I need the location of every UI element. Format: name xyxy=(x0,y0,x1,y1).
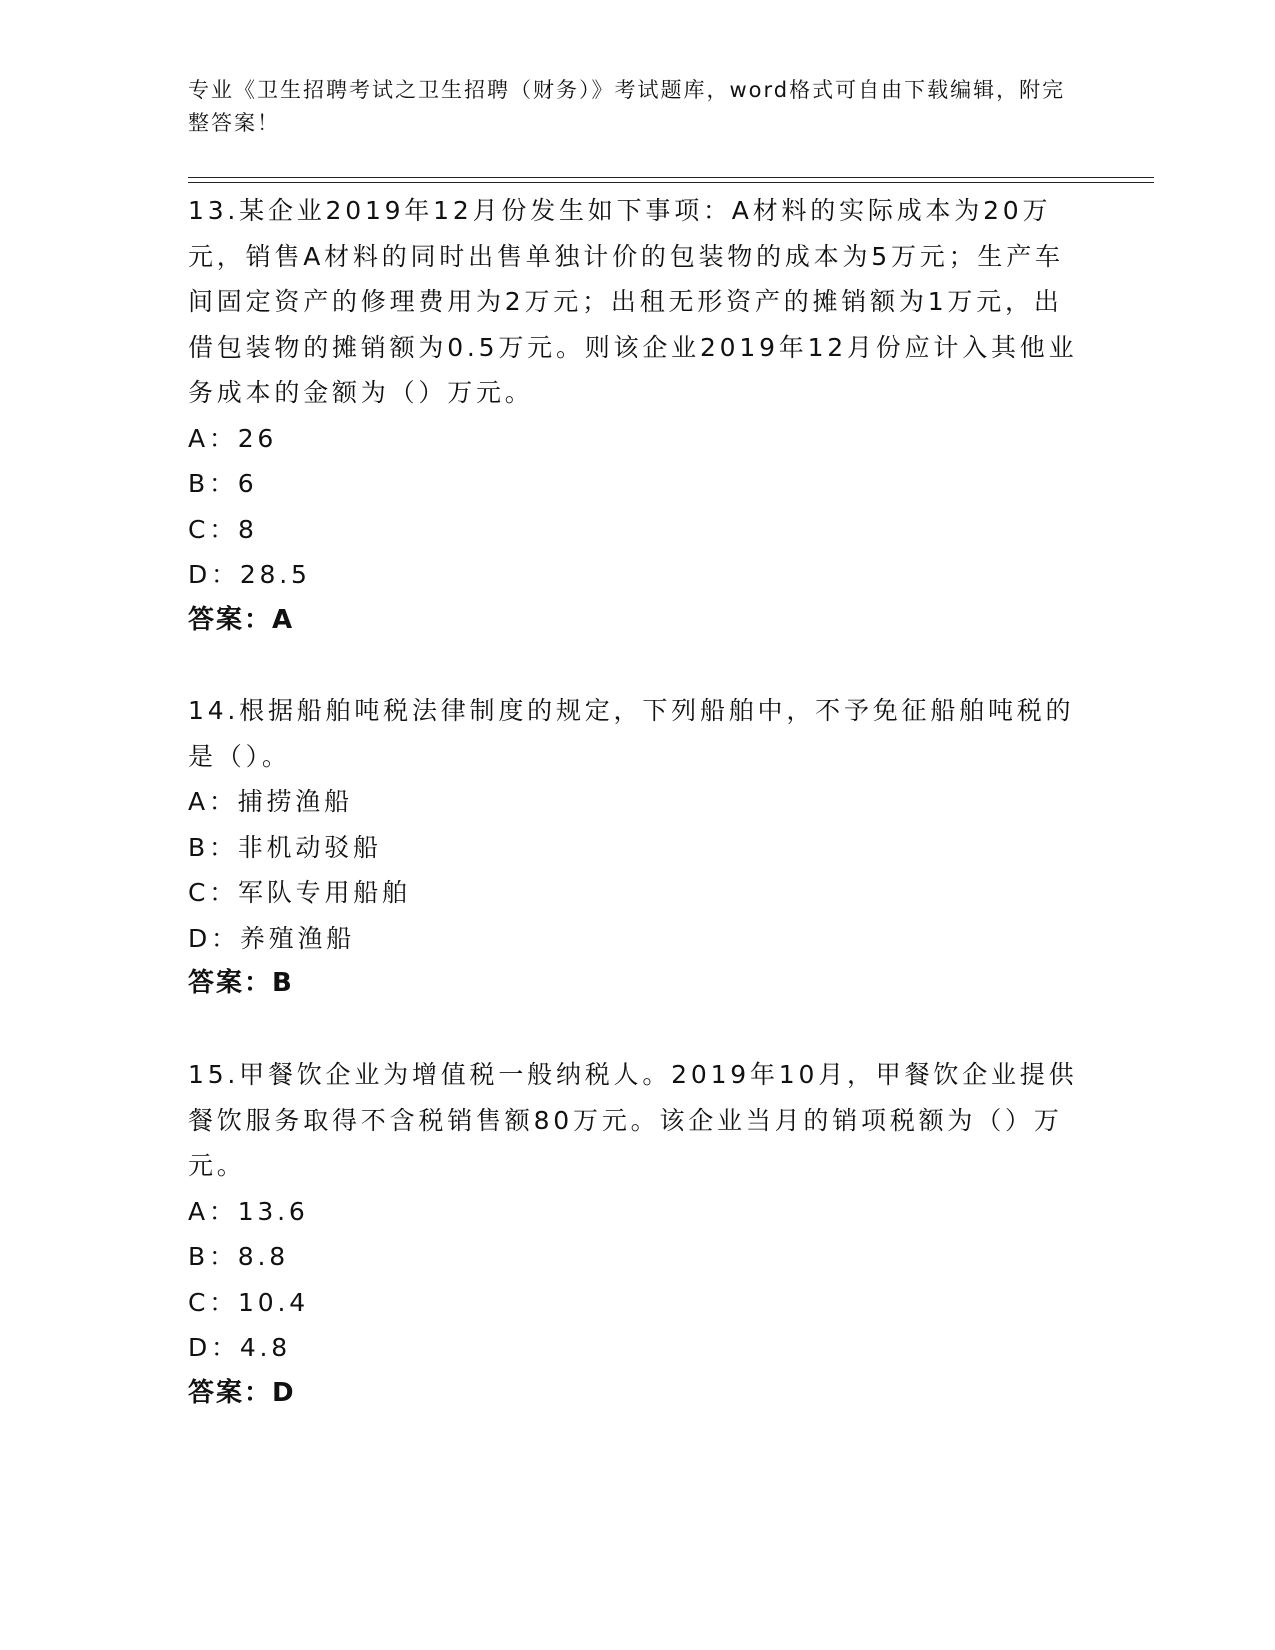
option-b: B：6 xyxy=(188,469,258,498)
answer: 答案：A xyxy=(188,604,295,635)
option-d: D：28.5 xyxy=(188,560,311,589)
header-divider-top xyxy=(188,177,1154,178)
option-b: B：8.8 xyxy=(188,1242,289,1271)
question-15 xyxy=(188,1052,1088,1416)
option-d: D：4.8 xyxy=(188,1333,292,1362)
question-13 xyxy=(188,188,1088,643)
question-text: 13.某企业2019年12月份发生如下事项：A材料的实际成本为20万元，销售A材料的同时出售单独计价的包装物的成本为5万元；生产车间固定资产的修理费用为2万元；出租无形资产的摊销额为1万元，出借包装物的摊销额为0.5万元。则该企业2019年12月份应计入其他业务成本的金额为（）万元。 xyxy=(188,196,1078,407)
question-text: 14.根据船舶吨税法律制度的规定，下列船舶中，不予免征船舶吨税的是（）。 xyxy=(188,696,1075,771)
option-c: C：军队专用船舶 xyxy=(188,878,411,907)
header-divider-bottom xyxy=(188,182,1154,183)
option-a: A：捕捞渔船 xyxy=(188,787,353,816)
question-text: 15.甲餐饮企业为增值税一般纳税人。2019年10月，甲餐饮企业提供餐饮服务取得不含税销售额80万元。该企业当月的销项税额为（）万元。 xyxy=(188,1060,1078,1180)
option-a: A：13.6 xyxy=(188,1196,309,1226)
answer: 答案：B xyxy=(188,968,294,998)
answer: 答案：D xyxy=(188,1377,296,1408)
option-d: D：养殖渔船 xyxy=(188,923,356,953)
option-c: C：10.4 xyxy=(188,1287,309,1317)
option-c: C：8 xyxy=(188,514,258,544)
option-b: B：非机动驳船 xyxy=(188,832,382,862)
option-a: A：26 xyxy=(188,423,278,453)
document-header: 专业《卫生招聘考试之卫生招聘（财务）》考试题库，word格式可自由下载编辑，附完整答案！ xyxy=(188,78,1066,135)
question-14 xyxy=(188,688,1088,1007)
